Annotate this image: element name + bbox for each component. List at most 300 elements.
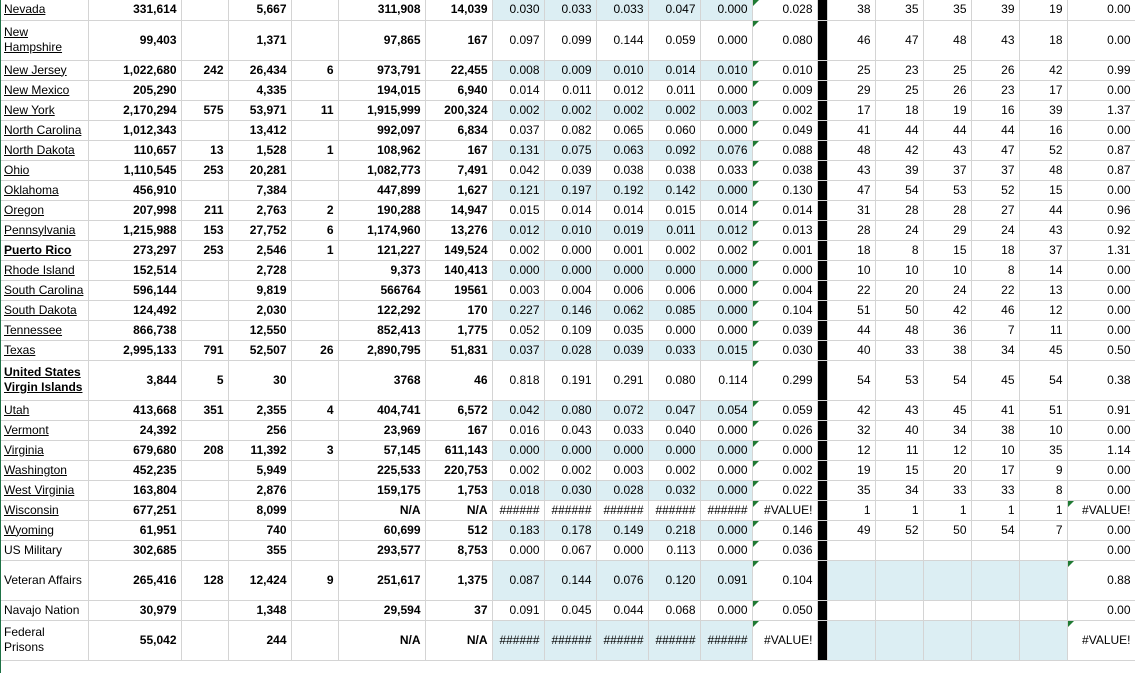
cell-ratio[interactable]: 0.00 xyxy=(1067,520,1135,540)
cell-count-1[interactable]: 124,492 xyxy=(88,300,181,320)
cell-rate-average[interactable]: #VALUE! xyxy=(752,620,817,660)
cell-rank-3[interactable]: 43 xyxy=(923,140,971,160)
cell-rank-1[interactable]: 40 xyxy=(827,340,875,360)
cell-rank-5[interactable] xyxy=(1019,620,1067,660)
cell-rank-5[interactable]: 9 xyxy=(1019,460,1067,480)
cell-rate-2[interactable]: 0.011 xyxy=(544,80,596,100)
cell-rank-2[interactable] xyxy=(875,560,923,600)
cell-count-1[interactable]: 677,251 xyxy=(88,500,181,520)
cell-rate-2[interactable]: 0.028 xyxy=(544,340,596,360)
cell-rate-2[interactable]: 0.009 xyxy=(544,60,596,80)
cell-count-4[interactable] xyxy=(291,160,338,180)
table-row[interactable] xyxy=(0,520,1135,540)
cell-ratio[interactable]: 0.00 xyxy=(1067,460,1135,480)
cell-rate-5[interactable]: 0.000 xyxy=(700,20,752,60)
cell-rate-2[interactable]: 0.004 xyxy=(544,280,596,300)
cell-rate-2[interactable]: 0.014 xyxy=(544,200,596,220)
cell-rate-average[interactable]: 0.001 xyxy=(752,240,817,260)
cell-count-4[interactable]: 11 xyxy=(291,100,338,120)
cell-rate-3[interactable]: ###### xyxy=(596,500,648,520)
cell-rank-4[interactable]: 43 xyxy=(971,20,1019,60)
cell-rate-1[interactable]: 0.042 xyxy=(492,160,544,180)
cell-rate-average[interactable]: 0.104 xyxy=(752,300,817,320)
cell-rank-1[interactable]: 47 xyxy=(827,180,875,200)
cell-rank-2[interactable]: 1 xyxy=(875,500,923,520)
cell-count-1[interactable]: 30,979 xyxy=(88,600,181,620)
cell-rank-1[interactable]: 35 xyxy=(827,480,875,500)
cell-rate-5[interactable]: 0.114 xyxy=(700,360,752,400)
cell-rank-1[interactable]: 22 xyxy=(827,280,875,300)
cell-ratio[interactable]: 0.00 xyxy=(1067,80,1135,100)
cell-rate-2[interactable]: 0.000 xyxy=(544,260,596,280)
cell-count-4[interactable] xyxy=(291,420,338,440)
cell-rate-5[interactable]: 0.091 xyxy=(700,560,752,600)
table-row[interactable] xyxy=(0,200,1135,220)
cell-count-4[interactable]: 6 xyxy=(291,220,338,240)
cell-rate-average[interactable]: 0.014 xyxy=(752,200,817,220)
cell-rate-1[interactable]: 0.000 xyxy=(492,440,544,460)
cell-count-2[interactable] xyxy=(181,480,228,500)
cell-count-4[interactable] xyxy=(291,460,338,480)
cell-rank-5[interactable]: 45 xyxy=(1019,340,1067,360)
cell-rate-3[interactable]: 0.019 xyxy=(596,220,648,240)
cell-rate-2[interactable]: 0.067 xyxy=(544,540,596,560)
cell-rank-5[interactable]: 16 xyxy=(1019,120,1067,140)
cell-rank-2[interactable]: 42 xyxy=(875,140,923,160)
cell-rate-5[interactable]: 0.000 xyxy=(700,260,752,280)
cell-count-6[interactable]: 149,524 xyxy=(425,240,492,260)
cell-rank-4[interactable] xyxy=(971,620,1019,660)
cell-rate-4[interactable]: ###### xyxy=(648,500,700,520)
cell-rank-4[interactable]: 26 xyxy=(971,60,1019,80)
cell-rank-4[interactable]: 52 xyxy=(971,180,1019,200)
cell-rank-3[interactable] xyxy=(923,600,971,620)
table-row[interactable] xyxy=(0,280,1135,300)
cell-rate-3[interactable]: 0.039 xyxy=(596,340,648,360)
cell-count-2[interactable] xyxy=(181,120,228,140)
cell-rank-5[interactable]: 13 xyxy=(1019,280,1067,300)
cell-count-6[interactable]: 8,753 xyxy=(425,540,492,560)
cell-count-1[interactable]: 273,297 xyxy=(88,240,181,260)
cell-rank-1[interactable]: 32 xyxy=(827,420,875,440)
cell-rank-4[interactable] xyxy=(971,540,1019,560)
cell-count-6[interactable]: 19561 xyxy=(425,280,492,300)
cell-count-5[interactable]: 121,227 xyxy=(338,240,425,260)
cell-count-3[interactable]: 244 xyxy=(228,620,291,660)
table-row[interactable] xyxy=(0,220,1135,240)
cell-count-2[interactable] xyxy=(181,600,228,620)
cell-ratio[interactable]: 0.96 xyxy=(1067,200,1135,220)
cell-rank-3[interactable]: 26 xyxy=(923,80,971,100)
cell-rate-2[interactable]: 0.082 xyxy=(544,120,596,140)
table-row[interactable] xyxy=(0,340,1135,360)
cell-rate-2[interactable]: 0.033 xyxy=(544,0,596,20)
cell-rate-average[interactable]: 0.036 xyxy=(752,540,817,560)
cell-rank-3[interactable]: 10 xyxy=(923,260,971,280)
table-row[interactable] xyxy=(0,260,1135,280)
cell-rate-5[interactable]: 0.002 xyxy=(700,240,752,260)
cell-rank-1[interactable] xyxy=(827,540,875,560)
cell-rate-average[interactable]: 0.146 xyxy=(752,520,817,540)
cell-count-4[interactable] xyxy=(291,20,338,60)
cell-count-3[interactable]: 9,819 xyxy=(228,280,291,300)
cell-count-1[interactable]: 163,804 xyxy=(88,480,181,500)
cell-rank-4[interactable]: 22 xyxy=(971,280,1019,300)
cell-count-5[interactable]: 57,145 xyxy=(338,440,425,460)
row-label-new-hampshire[interactable] xyxy=(0,20,88,60)
cell-rate-average[interactable]: 0.028 xyxy=(752,0,817,20)
cell-count-5[interactable]: 1,174,960 xyxy=(338,220,425,240)
cell-rank-5[interactable]: 14 xyxy=(1019,260,1067,280)
cell-rank-3[interactable]: 24 xyxy=(923,280,971,300)
cell-rate-1[interactable]: 0.000 xyxy=(492,260,544,280)
cell-rank-3[interactable]: 48 xyxy=(923,20,971,60)
row-label-new-york[interactable] xyxy=(0,100,88,120)
cell-rank-3[interactable]: 34 xyxy=(923,420,971,440)
cell-count-2[interactable]: 242 xyxy=(181,60,228,80)
cell-rank-5[interactable]: 48 xyxy=(1019,160,1067,180)
row-label-washington[interactable] xyxy=(0,460,88,480)
cell-rank-2[interactable]: 48 xyxy=(875,320,923,340)
cell-count-5[interactable]: 852,413 xyxy=(338,320,425,340)
cell-count-1[interactable]: 2,995,133 xyxy=(88,340,181,360)
table-row[interactable] xyxy=(0,560,1135,600)
cell-count-4[interactable] xyxy=(291,120,338,140)
cell-rate-5[interactable]: 0.000 xyxy=(700,460,752,480)
cell-rate-5[interactable]: 0.012 xyxy=(700,220,752,240)
table-row[interactable] xyxy=(0,540,1135,560)
cell-rate-5[interactable]: 0.000 xyxy=(700,280,752,300)
cell-rank-4[interactable]: 1 xyxy=(971,500,1019,520)
cell-count-3[interactable]: 1,348 xyxy=(228,600,291,620)
cell-count-3[interactable]: 12,550 xyxy=(228,320,291,340)
cell-count-6[interactable]: 1,375 xyxy=(425,560,492,600)
row-label-tennessee[interactable] xyxy=(0,320,88,340)
cell-ratio[interactable]: 0.00 xyxy=(1067,480,1135,500)
cell-count-2[interactable]: 575 xyxy=(181,100,228,120)
row-label-texas[interactable] xyxy=(0,340,88,360)
cell-count-3[interactable]: 740 xyxy=(228,520,291,540)
cell-rate-1[interactable]: 0.037 xyxy=(492,340,544,360)
cell-rate-2[interactable]: 0.043 xyxy=(544,420,596,440)
cell-ratio[interactable]: #VALUE! xyxy=(1067,500,1135,520)
cell-count-6[interactable]: 167 xyxy=(425,420,492,440)
cell-rank-5[interactable]: 17 xyxy=(1019,80,1067,100)
cell-count-2[interactable] xyxy=(181,620,228,660)
cell-rate-3[interactable]: 0.012 xyxy=(596,80,648,100)
cell-rank-1[interactable]: 41 xyxy=(827,120,875,140)
cell-count-6[interactable]: 14,039 xyxy=(425,0,492,20)
cell-rank-5[interactable] xyxy=(1019,540,1067,560)
cell-count-2[interactable] xyxy=(181,260,228,280)
cell-count-1[interactable]: 1,215,988 xyxy=(88,220,181,240)
cell-count-5[interactable]: 2,890,795 xyxy=(338,340,425,360)
table-row[interactable] xyxy=(0,460,1135,480)
cell-count-5[interactable]: N/A xyxy=(338,500,425,520)
cell-rank-4[interactable]: 10 xyxy=(971,440,1019,460)
cell-rank-3[interactable]: 50 xyxy=(923,520,971,540)
cell-rate-4[interactable]: 0.060 xyxy=(648,120,700,140)
cell-rank-4[interactable]: 54 xyxy=(971,520,1019,540)
row-label-new-mexico[interactable] xyxy=(0,80,88,100)
cell-rate-5[interactable]: 0.000 xyxy=(700,600,752,620)
row-label-west-virginia[interactable] xyxy=(0,480,88,500)
cell-count-5[interactable]: 973,791 xyxy=(338,60,425,80)
cell-rate-4[interactable]: 0.002 xyxy=(648,460,700,480)
cell-rank-4[interactable]: 44 xyxy=(971,120,1019,140)
cell-rate-1[interactable]: 0.014 xyxy=(492,80,544,100)
cell-count-1[interactable]: 61,951 xyxy=(88,520,181,540)
table-row[interactable] xyxy=(0,440,1135,460)
cell-count-4[interactable] xyxy=(291,540,338,560)
cell-ratio[interactable]: 0.87 xyxy=(1067,140,1135,160)
cell-rate-5[interactable]: 0.000 xyxy=(700,480,752,500)
cell-count-5[interactable]: 108,962 xyxy=(338,140,425,160)
cell-rank-5[interactable]: 8 xyxy=(1019,480,1067,500)
cell-rate-4[interactable]: 0.000 xyxy=(648,320,700,340)
cell-rank-2[interactable]: 47 xyxy=(875,20,923,60)
table-row[interactable] xyxy=(0,360,1135,400)
cell-rank-2[interactable]: 25 xyxy=(875,80,923,100)
cell-rate-1[interactable]: ###### xyxy=(492,620,544,660)
cell-count-3[interactable]: 2,728 xyxy=(228,260,291,280)
cell-count-6[interactable]: 7,491 xyxy=(425,160,492,180)
cell-count-1[interactable]: 3,844 xyxy=(88,360,181,400)
cell-count-2[interactable] xyxy=(181,0,228,20)
cell-rank-1[interactable]: 19 xyxy=(827,460,875,480)
cell-count-4[interactable] xyxy=(291,300,338,320)
cell-rank-2[interactable]: 11 xyxy=(875,440,923,460)
cell-rank-4[interactable]: 7 xyxy=(971,320,1019,340)
cell-rate-4[interactable]: ###### xyxy=(648,620,700,660)
cell-rate-1[interactable]: 0.018 xyxy=(492,480,544,500)
cell-count-3[interactable]: 2,876 xyxy=(228,480,291,500)
cell-count-6[interactable]: 37 xyxy=(425,600,492,620)
cell-count-5[interactable]: 447,899 xyxy=(338,180,425,200)
cell-count-4[interactable] xyxy=(291,600,338,620)
cell-rank-1[interactable]: 31 xyxy=(827,200,875,220)
cell-count-6[interactable]: 6,572 xyxy=(425,400,492,420)
cell-rank-5[interactable]: 15 xyxy=(1019,180,1067,200)
cell-rate-1[interactable]: 0.091 xyxy=(492,600,544,620)
cell-rate-4[interactable]: 0.011 xyxy=(648,80,700,100)
cell-rank-1[interactable]: 44 xyxy=(827,320,875,340)
cell-count-1[interactable]: 302,685 xyxy=(88,540,181,560)
cell-ratio[interactable]: 1.14 xyxy=(1067,440,1135,460)
cell-count-1[interactable]: 2,170,294 xyxy=(88,100,181,120)
row-label-new-jersey[interactable] xyxy=(0,60,88,80)
table-row[interactable] xyxy=(0,620,1135,660)
cell-rate-2[interactable]: 0.099 xyxy=(544,20,596,60)
cell-count-1[interactable]: 679,680 xyxy=(88,440,181,460)
cell-rate-3[interactable]: 0.072 xyxy=(596,400,648,420)
cell-ratio[interactable]: 1.31 xyxy=(1067,240,1135,260)
cell-count-5[interactable]: 9,373 xyxy=(338,260,425,280)
cell-count-2[interactable]: 253 xyxy=(181,160,228,180)
cell-rate-5[interactable]: ###### xyxy=(700,500,752,520)
cell-rate-average[interactable]: 0.000 xyxy=(752,440,817,460)
cell-count-4[interactable]: 1 xyxy=(291,240,338,260)
cell-count-1[interactable]: 331,614 xyxy=(88,0,181,20)
cell-rank-2[interactable] xyxy=(875,600,923,620)
cell-rate-5[interactable]: 0.015 xyxy=(700,340,752,360)
cell-count-6[interactable]: 1,775 xyxy=(425,320,492,340)
cell-count-6[interactable]: 13,276 xyxy=(425,220,492,240)
cell-rate-3[interactable]: 0.000 xyxy=(596,260,648,280)
cell-rank-5[interactable]: 52 xyxy=(1019,140,1067,160)
cell-rate-2[interactable]: 0.002 xyxy=(544,460,596,480)
cell-count-2[interactable] xyxy=(181,420,228,440)
cell-count-1[interactable]: 265,416 xyxy=(88,560,181,600)
cell-rank-3[interactable]: 54 xyxy=(923,360,971,400)
cell-count-4[interactable] xyxy=(291,280,338,300)
cell-count-1[interactable]: 110,657 xyxy=(88,140,181,160)
cell-rank-2[interactable] xyxy=(875,620,923,660)
cell-rate-5[interactable]: 0.000 xyxy=(700,540,752,560)
cell-rank-5[interactable] xyxy=(1019,600,1067,620)
cell-rate-4[interactable]: 0.006 xyxy=(648,280,700,300)
cell-rank-2[interactable]: 23 xyxy=(875,60,923,80)
row-label-north-carolina[interactable] xyxy=(0,120,88,140)
cell-rank-3[interactable]: 25 xyxy=(923,60,971,80)
cell-rate-1[interactable]: 0.042 xyxy=(492,400,544,420)
cell-rate-5[interactable]: 0.000 xyxy=(700,0,752,20)
cell-count-1[interactable]: 152,514 xyxy=(88,260,181,280)
cell-ratio[interactable]: 0.00 xyxy=(1067,280,1135,300)
cell-rate-average[interactable]: 0.002 xyxy=(752,460,817,480)
table-row[interactable] xyxy=(0,500,1135,520)
cell-rank-4[interactable]: 39 xyxy=(971,0,1019,20)
cell-rank-4[interactable]: 33 xyxy=(971,480,1019,500)
cell-count-3[interactable]: 26,434 xyxy=(228,60,291,80)
row-label-rhode-island[interactable] xyxy=(0,260,88,280)
cell-count-4[interactable]: 26 xyxy=(291,340,338,360)
cell-rank-4[interactable]: 38 xyxy=(971,420,1019,440)
cell-rate-4[interactable]: 0.038 xyxy=(648,160,700,180)
cell-rate-4[interactable]: 0.033 xyxy=(648,340,700,360)
cell-rank-1[interactable]: 1 xyxy=(827,500,875,520)
cell-count-1[interactable]: 1,110,545 xyxy=(88,160,181,180)
cell-count-4[interactable]: 4 xyxy=(291,400,338,420)
cell-rank-2[interactable]: 44 xyxy=(875,120,923,140)
cell-count-5[interactable]: 251,617 xyxy=(338,560,425,600)
cell-count-3[interactable]: 256 xyxy=(228,420,291,440)
cell-count-5[interactable]: 23,969 xyxy=(338,420,425,440)
cell-count-4[interactable]: 6 xyxy=(291,60,338,80)
cell-count-5[interactable]: 1,082,773 xyxy=(338,160,425,180)
cell-rank-4[interactable]: 37 xyxy=(971,160,1019,180)
cell-rank-4[interactable]: 23 xyxy=(971,80,1019,100)
cell-rate-1[interactable]: 0.037 xyxy=(492,120,544,140)
cell-count-3[interactable]: 355 xyxy=(228,540,291,560)
cell-count-3[interactable]: 2,355 xyxy=(228,400,291,420)
row-label-pennsylvania[interactable] xyxy=(0,220,88,240)
cell-rate-1[interactable]: 0.002 xyxy=(492,100,544,120)
cell-count-1[interactable]: 1,012,343 xyxy=(88,120,181,140)
cell-rank-1[interactable]: 51 xyxy=(827,300,875,320)
cell-rate-3[interactable]: 0.003 xyxy=(596,460,648,480)
cell-rate-2[interactable]: 0.030 xyxy=(544,480,596,500)
table-row[interactable] xyxy=(0,600,1135,620)
cell-rank-1[interactable]: 54 xyxy=(827,360,875,400)
cell-rate-3[interactable]: 0.033 xyxy=(596,0,648,20)
cell-count-6[interactable]: N/A xyxy=(425,620,492,660)
cell-rank-3[interactable]: 28 xyxy=(923,200,971,220)
cell-rate-5[interactable]: 0.054 xyxy=(700,400,752,420)
cell-rank-1[interactable]: 48 xyxy=(827,140,875,160)
cell-rate-average[interactable]: 0.299 xyxy=(752,360,817,400)
cell-rank-3[interactable] xyxy=(923,620,971,660)
cell-rate-3[interactable]: 0.033 xyxy=(596,420,648,440)
cell-rate-3[interactable]: 0.149 xyxy=(596,520,648,540)
table-row[interactable] xyxy=(0,140,1135,160)
cell-count-1[interactable]: 596,144 xyxy=(88,280,181,300)
cell-rank-3[interactable]: 45 xyxy=(923,400,971,420)
cell-rank-1[interactable]: 42 xyxy=(827,400,875,420)
cell-rate-5[interactable]: 0.003 xyxy=(700,100,752,120)
cell-count-4[interactable] xyxy=(291,320,338,340)
cell-rate-4[interactable]: 0.092 xyxy=(648,140,700,160)
table-row[interactable] xyxy=(0,0,1135,20)
cell-count-1[interactable]: 413,668 xyxy=(88,400,181,420)
cell-rank-1[interactable]: 25 xyxy=(827,60,875,80)
cell-rate-2[interactable]: 0.075 xyxy=(544,140,596,160)
cell-rate-average[interactable]: 0.009 xyxy=(752,80,817,100)
cell-rank-2[interactable]: 53 xyxy=(875,360,923,400)
cell-rate-5[interactable]: 0.000 xyxy=(700,440,752,460)
cell-count-6[interactable]: 6,940 xyxy=(425,80,492,100)
cell-count-4[interactable] xyxy=(291,180,338,200)
cell-rank-2[interactable]: 52 xyxy=(875,520,923,540)
cell-rank-5[interactable]: 18 xyxy=(1019,20,1067,60)
cell-rate-1[interactable]: 0.015 xyxy=(492,200,544,220)
cell-rank-2[interactable]: 18 xyxy=(875,100,923,120)
cell-rate-4[interactable]: 0.047 xyxy=(648,0,700,20)
cell-count-2[interactable]: 153 xyxy=(181,220,228,240)
cell-rate-2[interactable]: 0.010 xyxy=(544,220,596,240)
cell-count-2[interactable] xyxy=(181,280,228,300)
cell-count-1[interactable]: 866,738 xyxy=(88,320,181,340)
table-row[interactable] xyxy=(0,320,1135,340)
cell-rank-3[interactable]: 35 xyxy=(923,0,971,20)
cell-rate-2[interactable]: 0.144 xyxy=(544,560,596,600)
cell-rate-average[interactable]: 0.049 xyxy=(752,120,817,140)
cell-ratio[interactable]: #VALUE! xyxy=(1067,620,1135,660)
cell-rank-2[interactable]: 35 xyxy=(875,0,923,20)
cell-ratio[interactable]: 0.00 xyxy=(1067,300,1135,320)
cell-rate-1[interactable]: 0.097 xyxy=(492,20,544,60)
cell-count-2[interactable] xyxy=(181,180,228,200)
cell-rate-1[interactable]: 0.131 xyxy=(492,140,544,160)
row-label-utah[interactable] xyxy=(0,400,88,420)
cell-rank-1[interactable]: 10 xyxy=(827,260,875,280)
cell-count-3[interactable]: 2,030 xyxy=(228,300,291,320)
cell-count-6[interactable]: 512 xyxy=(425,520,492,540)
cell-rate-1[interactable]: 0.052 xyxy=(492,320,544,340)
cell-count-2[interactable] xyxy=(181,500,228,520)
cell-rate-4[interactable]: 0.015 xyxy=(648,200,700,220)
cell-rank-2[interactable]: 15 xyxy=(875,460,923,480)
cell-count-4[interactable] xyxy=(291,80,338,100)
cell-count-4[interactable]: 3 xyxy=(291,440,338,460)
cell-count-4[interactable] xyxy=(291,480,338,500)
cell-count-5[interactable]: 1,915,999 xyxy=(338,100,425,120)
cell-rate-5[interactable]: 0.000 xyxy=(700,80,752,100)
cell-rate-5[interactable]: 0.076 xyxy=(700,140,752,160)
cell-rank-3[interactable]: 1 xyxy=(923,500,971,520)
cell-count-3[interactable]: 2,546 xyxy=(228,240,291,260)
cell-rank-3[interactable]: 12 xyxy=(923,440,971,460)
